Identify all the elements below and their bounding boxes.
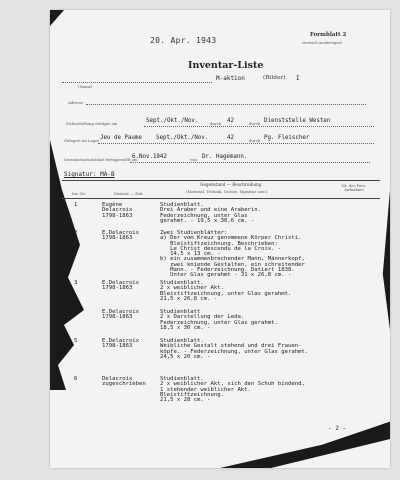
entry-number: 1 bbox=[74, 202, 78, 208]
entry-meister bbox=[102, 310, 139, 321]
meister-line: Eugène bbox=[102, 202, 123, 208]
entry-meister bbox=[102, 281, 139, 292]
description-line: 14,5 x 13 cm. - bbox=[160, 251, 221, 258]
name-label: (Name) bbox=[78, 84, 93, 89]
col-meister: Meister — Zeit bbox=[114, 191, 143, 196]
entry-number: 3 bbox=[74, 280, 78, 286]
durch-label-1b: durch bbox=[249, 121, 261, 126]
torn-edge-top-left bbox=[50, 10, 64, 26]
durch-number-1: 42 bbox=[227, 118, 234, 124]
page-title: Inventar-Liste bbox=[188, 60, 264, 71]
col-gegenstand: Gegenstand — Beschreibung bbox=[200, 182, 262, 187]
torn-edge-bottom bbox=[220, 410, 390, 468]
lager-name: Jeu de Paume bbox=[100, 135, 142, 141]
entry-description bbox=[160, 339, 308, 360]
entry-meister bbox=[102, 339, 139, 350]
description-line: Bleistiftzeichnung. Beschrieben: bbox=[160, 240, 278, 247]
inventar-date: 6.Nov.1942 bbox=[132, 154, 167, 160]
aktion-sub: (Bilder) bbox=[263, 75, 286, 81]
inventory-sheet bbox=[50, 10, 390, 468]
description-line: 24,5 x 20 cm. - bbox=[160, 353, 211, 360]
form-note: viertach ausfertigen! bbox=[302, 40, 343, 45]
torn-edge-right bbox=[378, 190, 390, 330]
description-line: köpfe. - Federzeichnung, unter Glas gerahmt. bbox=[160, 348, 309, 355]
description-line: gerahmt. - 19,5 x 30,6 cm. - bbox=[160, 217, 255, 224]
entry-description bbox=[160, 203, 261, 224]
fleischer: Pg. Fleischer bbox=[264, 135, 310, 141]
description-line: Zwei Studienblätter: bbox=[160, 230, 228, 236]
col-foto-nr: Nr. der Foto-Aufnahme bbox=[341, 183, 367, 193]
entry-description bbox=[160, 310, 278, 331]
dienststelle: Dienststelle Westen bbox=[264, 118, 331, 124]
meister-line: E.Delacroix bbox=[102, 230, 140, 236]
lager-date: Sept./Okt./Nov. bbox=[156, 135, 209, 141]
description-line: Studienblatt bbox=[160, 309, 201, 315]
description-line: b) ein zusammenbrechender Mann, Männerkopf, bbox=[160, 256, 305, 263]
aktion-number: I bbox=[296, 75, 300, 82]
description-line: 2 x weiblicher Akt. bbox=[160, 285, 224, 292]
sicherstellung-date: Sept./Okt./Nov. bbox=[146, 118, 199, 124]
meister-line: 1798-1863 bbox=[102, 212, 133, 219]
description-line: Studienblatt. bbox=[160, 202, 204, 208]
description-line: 18,5 x 30 cm. - bbox=[160, 324, 211, 331]
meister-line: 1798-1863 bbox=[102, 314, 133, 321]
page-number: - 2 - bbox=[328, 425, 347, 432]
adresse-label: Adresse bbox=[68, 100, 84, 105]
aktion-label: M-aktion bbox=[216, 75, 245, 82]
entry-number: 6 bbox=[74, 376, 78, 382]
entry-meister bbox=[102, 377, 146, 388]
stamp-date: 20. Apr. 1943 bbox=[150, 36, 217, 45]
description-line: Bleistiftzeichnung, unter Glas gerahmt. bbox=[160, 290, 292, 297]
description-line: Federzeichnung, unter Glas gerahmt. bbox=[160, 319, 278, 326]
meister-line: Delacroix bbox=[102, 207, 133, 214]
entry-description bbox=[160, 281, 291, 302]
description-line: Unter Glas gerahmt - 31 x 26,8 cm. - bbox=[160, 272, 292, 279]
description-line: a) Der vom Kreuz genommene Körper Christi. bbox=[160, 235, 302, 242]
description-line: Federzeichnung, unter Glas bbox=[160, 212, 248, 219]
entry-number: 4 bbox=[74, 309, 78, 315]
meister-line: 1798-1863 bbox=[102, 235, 133, 242]
inventar-label: Inventarisationsblatt fertiggestellt am bbox=[64, 157, 138, 162]
meister-line: E.Delacroix bbox=[102, 280, 140, 286]
von-name: Dr. Hagemann. bbox=[202, 154, 248, 160]
col-inv-nr: Inv.-Nr. bbox=[72, 191, 87, 196]
col-gegenstand-sub: (Material, Technik, Grösse, Signatur usw.) bbox=[186, 189, 268, 194]
durch-label-2: durch bbox=[249, 138, 261, 143]
description-line: Drei Araber und eine Araberin. bbox=[160, 207, 262, 214]
signature-ref: Signatur: MA-B bbox=[64, 171, 115, 178]
description-line: Studienblatt. bbox=[160, 376, 204, 382]
sicherstellung-label: Sicherstellung erfolgte am bbox=[66, 121, 118, 126]
durch-number-2: 42 bbox=[227, 135, 234, 141]
entry-number: 2 bbox=[74, 230, 78, 236]
description-line: zwei kniende Gestalten, ein schreitender bbox=[160, 261, 305, 268]
description-line: 1 stehender weiblicher Akt. bbox=[160, 386, 251, 393]
entry-meister bbox=[102, 203, 132, 219]
entry-meister bbox=[102, 231, 139, 242]
description-line: 21,5 x 26,8 cm. - bbox=[160, 295, 218, 302]
description-line: 2 x weiblicher Akt, sich den Schuh bindend, bbox=[160, 381, 305, 388]
description-line: Bleistiftzeichnung. bbox=[160, 391, 224, 398]
durch-label-1: durch bbox=[210, 121, 222, 126]
entry-number: 5 bbox=[74, 338, 78, 344]
form-number: Formblatt 2 bbox=[310, 32, 347, 38]
description-line: Weibliche Gestalt stehend und drei Frauen- bbox=[160, 343, 302, 350]
gelagert-label: Gelagert im Lager bbox=[64, 138, 100, 143]
meister-line: 1798-1863 bbox=[102, 343, 133, 350]
description-line: 2 x Darstellung der Leda. bbox=[160, 314, 245, 321]
description-line: 21,5 x 28 cm. - bbox=[160, 397, 211, 404]
description-line: Studienblatt. bbox=[160, 280, 204, 286]
entry-description bbox=[160, 377, 305, 403]
meister-line: E.Delacroix bbox=[102, 338, 140, 344]
von-label: von bbox=[190, 157, 197, 162]
meister-line: Delacroix bbox=[102, 376, 133, 382]
meister-line: 1798-1863 bbox=[102, 285, 133, 292]
entry-description bbox=[160, 231, 305, 279]
meister-line: zugeschrieben bbox=[102, 381, 146, 388]
description-line: Mann. - Federzeichnung. Datiert 1838. bbox=[160, 267, 295, 274]
description-line: Le Christ descendu de la Croix. - bbox=[160, 245, 282, 252]
description-line: Studienblatt. bbox=[160, 338, 204, 344]
meister-line: E.Delacroix bbox=[102, 309, 140, 315]
